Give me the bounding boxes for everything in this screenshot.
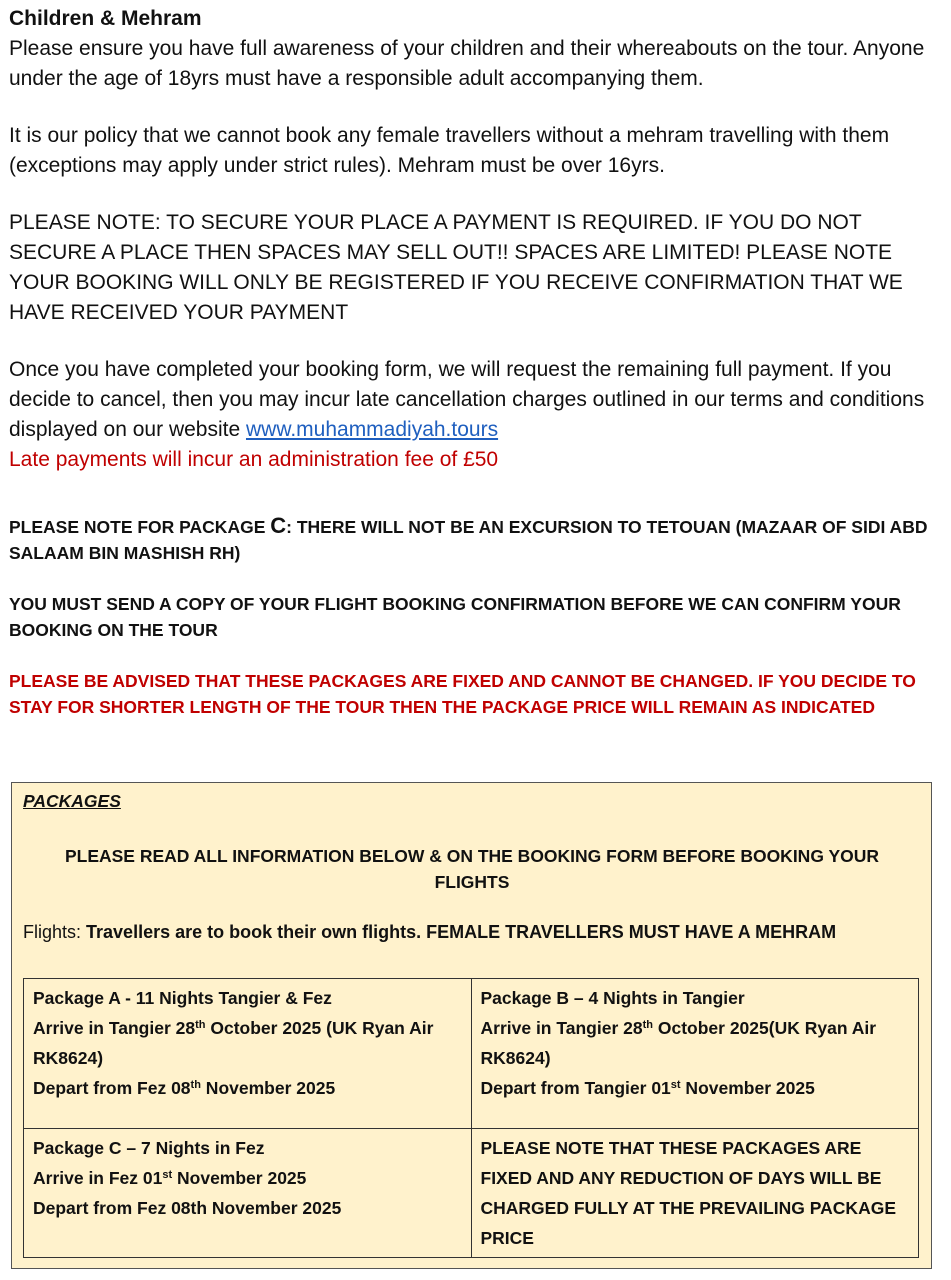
package-a-cell: [24, 979, 472, 1129]
cancellation-text: Once you have completed your booking form, we will request the remaining full payment. If you decide to cancel, then you may incur late cancellation charges outlined in our terms and conditions displayed on our website: [9, 358, 925, 441]
read-all-notice: PLEASE READ ALL INFORMATION BELOW & ON THE BOOKING FORM BEFORE BOOKING YOUR FLIGHTS: [64, 846, 880, 892]
fixed-note-cell: [471, 1129, 919, 1258]
package-c-title: Package C – 7 Nights in Fez: [33, 1138, 265, 1158]
package-b-depart: Depart from Tangier 01st November 2025: [480, 1078, 815, 1098]
packages-title: PACKAGES: [23, 791, 121, 811]
website-link[interactable]: www.muhammadiyah.tours: [245, 418, 499, 441]
cancellation-paragraph: [9, 355, 939, 445]
packages-panel: [11, 782, 932, 1269]
package-c-arrive: Arrive in Fez 01st November 2025: [33, 1168, 307, 1188]
package-a-depart: Depart from Fez 08th November 2025: [33, 1078, 336, 1098]
package-c-cell: [24, 1129, 472, 1258]
fixed-note: PLEASE NOTE THAT THESE PACKAGES ARE FIXED AND ANY REDUCTION OF DAYS WILL BE CHARGED FULLY AT THE PREVAILING PACKAGE PRICE: [480, 1138, 896, 1248]
package-b-title: Package B – 4 Nights in Tangier: [480, 988, 745, 1008]
package-c-note-prefix: PLEASE NOTE FOR PACKAGE: [9, 517, 271, 537]
flights-text: Travellers are to book their own flights. FEMALE TRAVELLERS MUST HAVE A MEHRAM: [86, 922, 837, 942]
package-a-arrive: Arrive in Tangier 28th October 2025 (UK Ryan Air RK8624): [33, 1018, 434, 1068]
package-c-depart: Depart from Fez 08th November 2025: [33, 1198, 342, 1218]
flights-label: Flights:: [23, 922, 87, 942]
mehram-paragraph: It is our policy that we cannot book any female travellers without a mehram travelling with them (exceptions may apply under strict rules). Mehram must be over 16yrs.: [9, 124, 890, 177]
payment-notice: PLEASE NOTE: TO SECURE YOUR PLACE A PAYMENT IS REQUIRED. IF YOU DO NOT SECURE A PLACE THEN SPACES MAY SELL OUT!! SPACES ARE LIMITED! PLEASE NOTE YOUR BOOKING WILL ONLY BE REGISTERED IF YOU RECEIVE CONFIRMATION THAT WE HAVE RECEIVED YOUR PAYMENT: [9, 211, 903, 324]
flight-copy-notice: YOU MUST SEND A COPY OF YOUR FLIGHT BOOKING CONFIRMATION BEFORE WE CAN CONFIRM YOUR BOOKING ON THE TOUR: [9, 594, 901, 640]
package-b-cell: [471, 979, 919, 1129]
children-paragraph: Please ensure you have full awareness of your children and their whereabouts on the tour. Anyone under the age of 18yrs must have a responsible adult accompanying them.: [9, 37, 925, 90]
package-c-note-rest: : THERE WILL NOT BE AN EXCURSION TO TETOUAN (MAZAAR OF SIDI ABD SALAAM BIN MASHISH RH): [9, 517, 928, 563]
package-a-title: Package A - 11 Nights Tangier & Fez: [33, 988, 332, 1008]
document-body: [9, 4, 939, 720]
package-b-arrive: Arrive in Tangier 28th October 2025(UK Ryan Air RK8624): [480, 1018, 877, 1068]
flights-line: [23, 919, 836, 945]
section-heading: Children & Mehram: [9, 7, 202, 30]
fixed-packages-advisory: PLEASE BE ADVISED THAT THESE PACKAGES ARE FIXED AND CANNOT BE CHANGED. IF YOU DECIDE TO STAY FOR SHORTER LENGTH OF THE TOUR THEN THE PACKAGE PRICE WILL REMAIN AS INDICATED: [9, 671, 916, 717]
package-c-note: [9, 513, 939, 566]
packages-table: [23, 978, 919, 1258]
package-c-letter: C: [270, 513, 287, 538]
late-fee-notice: Late payments will incur an administration fee of £50: [9, 448, 499, 471]
